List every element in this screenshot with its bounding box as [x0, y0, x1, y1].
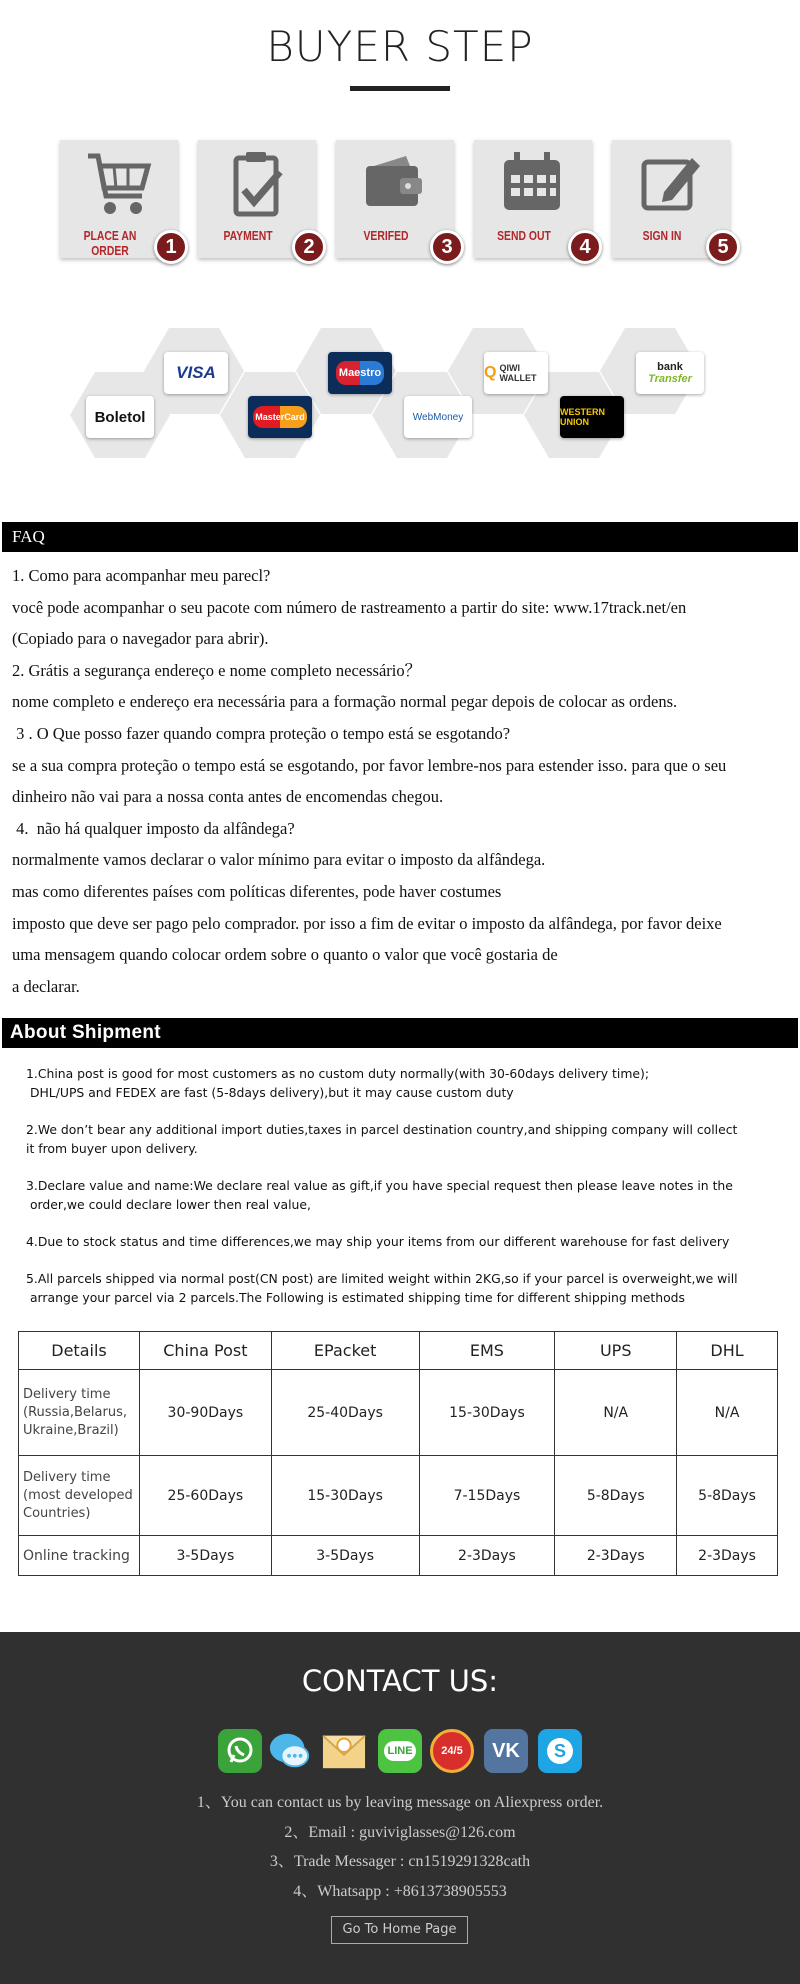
- row-label: Delivery time (most developed Countries): [19, 1456, 140, 1536]
- western-union-logo: WESTERN UNION: [560, 396, 624, 438]
- buyer-steps: [60, 140, 740, 270]
- whatsapp-icon[interactable]: [218, 1729, 262, 1773]
- table-cell: 25-40Days: [271, 1370, 419, 1456]
- step-label: VERIFED: [363, 228, 409, 243]
- step-number-badge: 5: [706, 230, 740, 264]
- clipboard-check-icon: [222, 148, 292, 224]
- note-line: 4.Due to stock status and time differences,we may ship your items from our different warehouse for fast delivery: [26, 1234, 730, 1249]
- note-line: 1.China post is good for most customers as no custom duty normally(with 30-60days delivery time);: [26, 1066, 650, 1081]
- contact-info: [0, 1788, 800, 1906]
- contact-trade-messager: 3、Trade Messager : cn1519291328cath: [269, 1853, 531, 1870]
- mastercard-logo: MasterCard: [248, 396, 312, 438]
- qiwi-wallet-logo: Q QIWI WALLET: [484, 352, 548, 394]
- step-label: PAYMENT: [223, 228, 273, 243]
- step-number-badge: 1: [154, 230, 188, 264]
- faq-heading: FAQ: [2, 522, 798, 552]
- table-cell: 15-30Days: [271, 1456, 419, 1536]
- faq-line: imposto que deve ser pago pelo comprador. por isso a fim de evitar o imposto da alfândega, por favor deixe: [12, 913, 722, 933]
- table-header: China Post: [139, 1332, 271, 1370]
- vk-icon[interactable]: VK: [484, 1729, 528, 1773]
- table-cell: 3-5Days: [139, 1536, 271, 1576]
- faq-line: 1. Como para acompanhar meu parecl?: [12, 566, 271, 585]
- note-line: DHL/UPS and FEDEX are fast (5-8days delivery),but it may cause custom duty: [26, 1085, 514, 1100]
- step-number-badge: 2: [292, 230, 326, 264]
- faq-line: você pode acompanhar o seu pacote com número de rastreamento a partir do site: www.17track.net/en: [12, 597, 687, 617]
- visa-logo: VISA: [164, 352, 228, 394]
- table-cell: 30-90Days: [139, 1370, 271, 1456]
- table-row: [19, 1536, 778, 1576]
- table-cell: 2-3Days: [555, 1536, 677, 1576]
- step-send-out: [474, 140, 592, 258]
- table-cell: 5-8Days: [677, 1456, 778, 1536]
- cart-icon: [84, 148, 154, 224]
- faq-line: (Copiado para o navegador para abrir).: [12, 629, 269, 649]
- table-cell: 2-3Days: [677, 1536, 778, 1576]
- step-label: SEND OUT: [497, 228, 551, 243]
- table-header: EPacket: [271, 1332, 419, 1370]
- shipment-note: [26, 1176, 786, 1214]
- chat-bubble-icon[interactable]: [268, 1729, 312, 1773]
- contact-line: 1、You can contact us by leaving message on Aliexpress order.: [196, 1794, 604, 1811]
- wallet-icon: [360, 148, 430, 224]
- svg-text:S: S: [553, 1741, 567, 1761]
- step-number-badge: 3: [430, 230, 464, 264]
- title-underline: [350, 86, 450, 91]
- shipment-notes: [26, 1064, 786, 1325]
- shipment-note: [26, 1232, 786, 1251]
- faq-line: nome completo e endereço era necessária para a formação normal pegar depois de colocar as ordens.: [12, 692, 678, 712]
- step-number-badge: 4: [568, 230, 602, 264]
- note-line: 2.We don’t bear any additional import duties,taxes in parcel destination country,and shipping company will collect: [26, 1122, 738, 1137]
- maestro-logo: Maestro: [328, 352, 392, 394]
- faq-line: mas como diferentes países com políticas diferentes, pode haver costumes: [12, 881, 502, 901]
- pencil-square-icon: [636, 148, 706, 224]
- contact-icons: [218, 1729, 588, 1775]
- step-label: SIGN IN: [642, 228, 682, 243]
- shipping-time-table: [18, 1331, 778, 1576]
- table-cell: N/A: [677, 1370, 778, 1456]
- contact-whatsapp: 4、Whatsapp : +8613738905553: [293, 1882, 507, 1900]
- faq-line: 2. Grátis a segurança endereço e nome completo necessário？: [12, 660, 422, 680]
- table-row: [19, 1370, 778, 1456]
- shipment-note: [26, 1269, 786, 1307]
- faq-line: 4. não há qualquer imposto da alfândega?: [12, 818, 295, 838]
- shipment-note: [26, 1064, 786, 1102]
- faq-line: uma mensagem quando colocar ordem sobre o quanto o valor que você gostaria de: [12, 945, 558, 965]
- webmoney-logo: WebMoney: [404, 396, 472, 438]
- calendar-icon: [498, 148, 568, 224]
- 24-5-support-icon[interactable]: 24/5: [430, 1729, 474, 1773]
- table-row: [19, 1456, 778, 1536]
- line-icon[interactable]: LINE: [378, 1729, 422, 1773]
- table-cell: 3-5Days: [271, 1536, 419, 1576]
- step-payment: [198, 140, 316, 258]
- faq-line: dinheiro não vai para a nossa conta antes de encomendas chegou.: [12, 787, 444, 807]
- bank-transfer-logo: bank Transfer: [636, 352, 704, 394]
- shipment-note: [26, 1120, 786, 1158]
- note-line: 3.Declare value and name:We declare real value as gift,if you have special request then please leave notes in the: [26, 1178, 733, 1193]
- shipment-heading: About Shipment: [2, 1018, 798, 1048]
- payment-methods: [60, 320, 740, 470]
- go-to-home-page-button[interactable]: Go To Home Page: [331, 1916, 468, 1944]
- note-line: arrange your parcel via 2 parcels.The Following is estimated shipping time for different shipping methods: [26, 1290, 686, 1305]
- table-header: EMS: [419, 1332, 555, 1370]
- faq-line: 3 . O Que posso fazer quando compra proteção o tempo está se esgotando?: [12, 723, 511, 743]
- contact-title: CONTACT US:: [301, 1664, 499, 1698]
- email-envelope-icon[interactable]: [322, 1729, 366, 1773]
- table-header: Details: [19, 1332, 140, 1370]
- skype-icon[interactable]: [538, 1729, 582, 1773]
- buyer-step-title: BUYER STEP: [266, 22, 534, 71]
- row-label: Delivery time (Russia,Belarus, Ukraine,Brazil): [19, 1370, 140, 1456]
- table-cell: 5-8Days: [555, 1456, 677, 1536]
- boletol-logo: Boletol: [86, 396, 154, 438]
- note-line: 5.All parcels shipped via normal post(CN post) are limited weight within 2KG,so if your parcel is overweight,we will: [26, 1271, 738, 1286]
- table-header-row: [19, 1332, 778, 1370]
- contact-section: [0, 1632, 800, 1984]
- faq-line: a declarar.: [12, 976, 80, 996]
- step-verified: [336, 140, 454, 258]
- table-cell: 25-60Days: [139, 1456, 271, 1536]
- note-line: order,we could declare lower then real value,: [26, 1197, 311, 1212]
- table-cell: 7-15Days: [419, 1456, 555, 1536]
- table-cell: N/A: [555, 1370, 677, 1456]
- table-cell: 2-3Days: [419, 1536, 555, 1576]
- note-line: it from buyer upon delivery.: [26, 1141, 198, 1156]
- table-header: UPS: [555, 1332, 677, 1370]
- row-label: Online tracking: [19, 1536, 140, 1576]
- contact-email: 2、Email : guviviglasses@126.com: [284, 1823, 516, 1841]
- table-header: DHL: [677, 1332, 778, 1370]
- faq-content: [12, 560, 798, 1002]
- table-cell: 15-30Days: [419, 1370, 555, 1456]
- faq-line: se a sua compra proteção o tempo está se esgotando, por favor lembre-nos para estender isso. para que o seu: [12, 755, 727, 775]
- step-label: PLACE AN ORDER: [83, 228, 137, 258]
- step-sign-in: [612, 140, 730, 258]
- step-place-order: [60, 140, 178, 258]
- faq-line: normalmente vamos declarar o valor mínimo para evitar o imposto da alfândega.: [12, 850, 546, 870]
